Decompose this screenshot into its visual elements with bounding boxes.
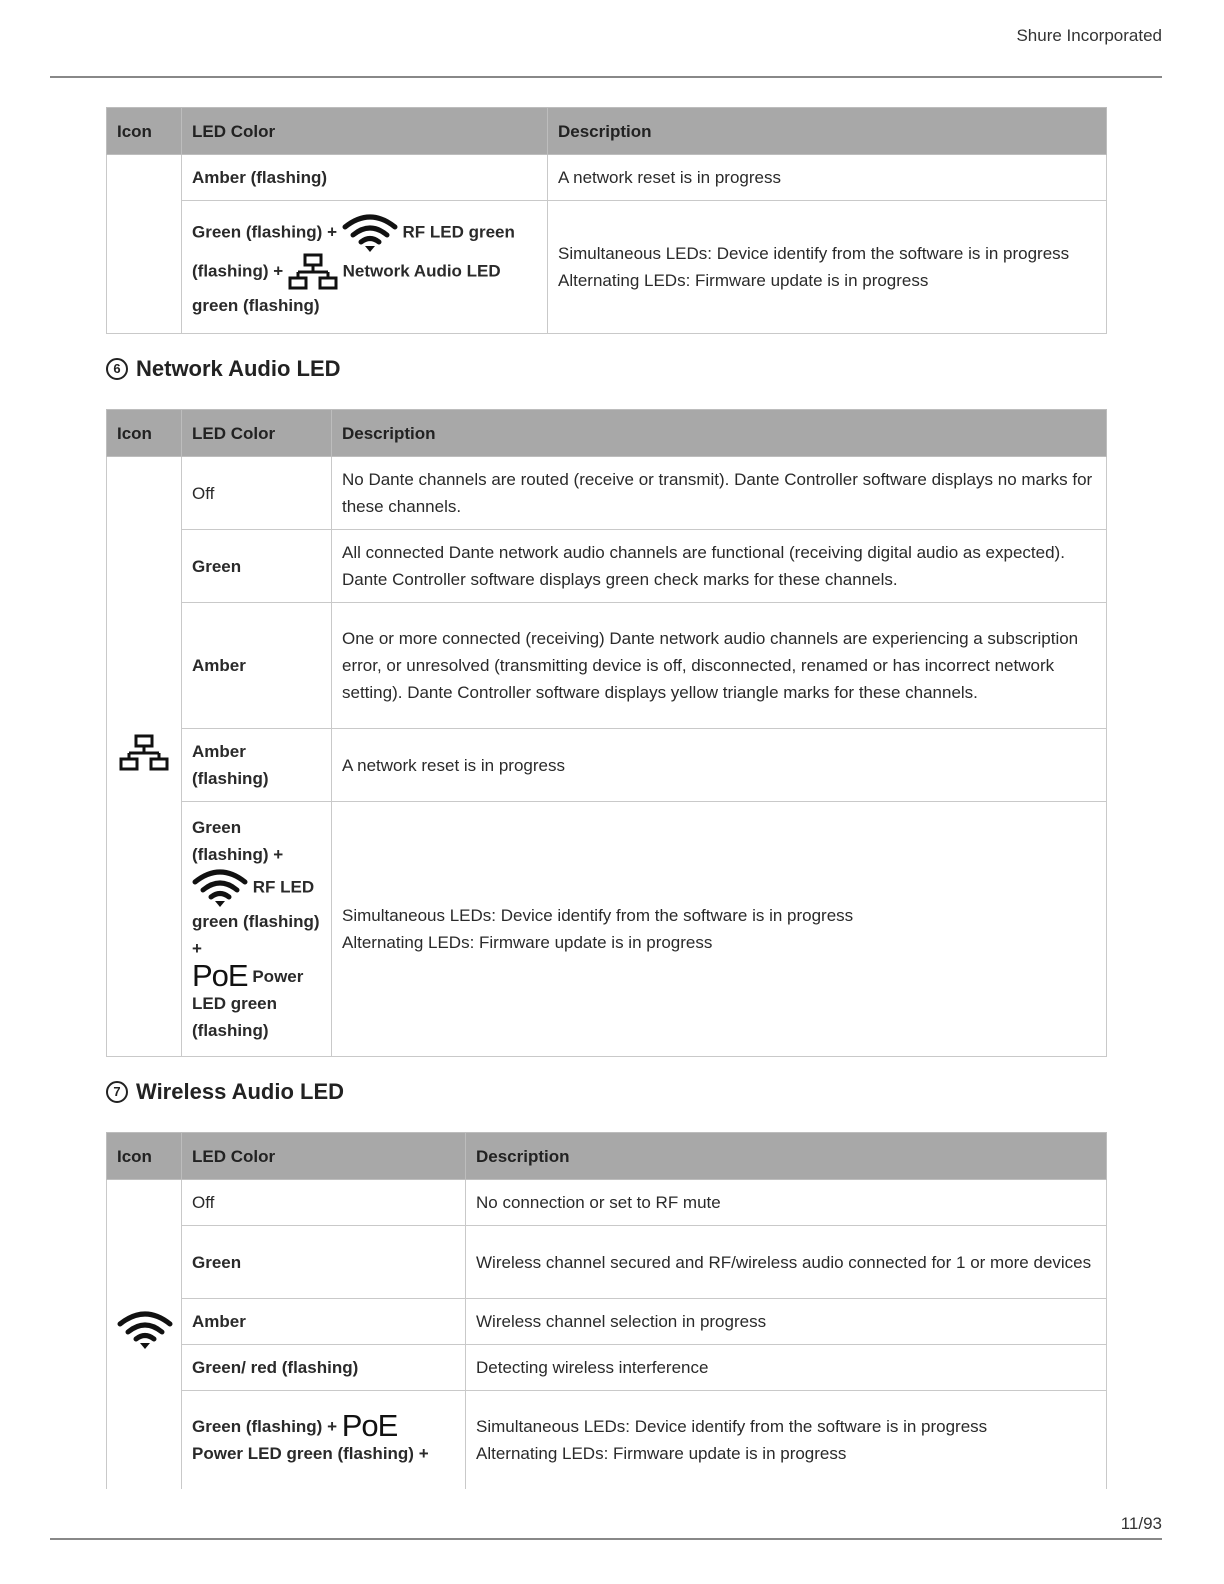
poe-icon: PoE <box>341 1408 398 1444</box>
column-header-description: Description <box>548 108 1107 155</box>
column-header-icon: Icon <box>107 410 182 457</box>
column-header-icon: Icon <box>107 1133 182 1180</box>
icon-cell <box>107 155 182 334</box>
description: One or more connected (receiving) Dante network audio channels are experiencing a subscription error, or unresolved (transmitting device is off, disconnected, renamed or has incorrect network setting). Dante Controller software displays yellow triangle marks for these channels. <box>332 603 1107 729</box>
table-row <box>107 530 1107 603</box>
section-number: 6 <box>106 358 128 380</box>
description-line: Simultaneous LEDs: Device identify from the software is in progress <box>476 1416 988 1436</box>
wireless-audio-led-table <box>106 1132 1107 1489</box>
description-line: Alternating LEDs: Firmware update is in progress <box>558 271 929 290</box>
led-color: Amber (flashing) <box>182 729 332 802</box>
description: Wireless channel secured and RF/wireless audio connected for 1 or more devices <box>466 1226 1107 1299</box>
section-number: 7 <box>106 1081 128 1103</box>
column-header-led-color: LED Color <box>182 410 332 457</box>
header-divider <box>50 76 1162 78</box>
led-color: Green/ red (flashing) <box>182 1345 466 1391</box>
led-color-part: Power LED green (flashing) + <box>192 1444 429 1464</box>
network-icon <box>288 253 338 291</box>
icon-cell <box>107 1180 182 1489</box>
table-row <box>107 802 1107 1057</box>
wifi-icon <box>192 868 248 908</box>
description-line: Alternating LEDs: Firmware update is in progress <box>342 933 713 952</box>
column-header-icon: Icon <box>107 108 182 155</box>
table-row <box>107 729 1107 802</box>
description: A network reset is in progress <box>548 155 1107 201</box>
table-header-row <box>107 108 1107 155</box>
led-color: Amber (flashing) <box>182 155 548 201</box>
description: All connected Dante network audio channels are functional (receiving digital audio as expected). Dante Controller software displays green check marks for these channels. <box>332 530 1107 603</box>
led-color-part: Green (flashing) + <box>192 222 337 242</box>
wifi-icon <box>342 213 398 253</box>
table-header-row <box>107 410 1107 457</box>
led-color: Green <box>182 530 332 603</box>
wifi-icon <box>117 1310 173 1350</box>
description-line: Alternating LEDs: Firmware update is in progress <box>476 1443 847 1463</box>
table-row <box>107 1180 1107 1226</box>
description-line: Simultaneous LEDs: Device identify from the software is in progress <box>558 244 1070 263</box>
description: Detecting wireless interference <box>466 1345 1107 1391</box>
column-header-led-color: LED Color <box>182 108 548 155</box>
table-row <box>107 201 1107 334</box>
led-color: Off <box>182 1180 466 1226</box>
led-color-part: RF LED green (flashing) + <box>192 877 320 958</box>
section-title: Wireless Audio LED <box>136 1079 345 1104</box>
header-company: Shure Incorporated <box>1016 26 1162 45</box>
led-color-part: Power LED green (flashing) <box>192 967 304 1040</box>
column-header-led-color: LED Color <box>182 1133 466 1180</box>
column-header-description: Description <box>332 410 1107 457</box>
description: No Dante channels are routed (receive or transmit). Dante Controller software displays no marks for these channels. <box>332 457 1107 530</box>
network-audio-led-table <box>106 409 1107 1057</box>
table-row <box>107 1345 1107 1391</box>
led-color: Amber <box>182 603 332 729</box>
poe-icon: PoE <box>192 958 248 993</box>
description: Wireless channel selection in progress <box>466 1299 1107 1345</box>
led-color-part: Network Audio LED green (flashing) <box>192 261 501 315</box>
table-row <box>107 457 1107 530</box>
table-row <box>107 1226 1107 1299</box>
footer-divider <box>50 1538 1162 1540</box>
column-header-description: Description <box>466 1133 1107 1180</box>
led-color <box>182 1391 466 1489</box>
description <box>548 201 1107 334</box>
led-color: Green <box>182 1226 466 1299</box>
table-header-row <box>107 1133 1107 1180</box>
led-color-part: Green (flashing) + <box>192 1417 337 1437</box>
page-number: 11/93 <box>1120 1514 1162 1533</box>
table-row <box>107 1391 1107 1489</box>
led-color-part: RF LED green (flashing) + <box>192 222 515 281</box>
table-row <box>107 155 1107 201</box>
table-row <box>107 1299 1107 1345</box>
description-line: Simultaneous LEDs: Device identify from the software is in progress <box>342 906 854 925</box>
description: No connection or set to RF mute <box>466 1180 1107 1226</box>
icon-cell <box>107 457 182 1057</box>
section-heading-network-audio-led <box>106 356 341 382</box>
description <box>332 802 1107 1057</box>
table-row <box>107 603 1107 729</box>
network-icon <box>119 734 169 772</box>
description: A network reset is in progress <box>332 729 1107 802</box>
section-title: Network Audio LED <box>136 356 341 381</box>
section-heading-wireless-audio-led <box>106 1079 344 1105</box>
continued-led-table <box>106 107 1107 334</box>
led-color-part: Green (flashing) + <box>192 818 284 864</box>
description <box>466 1391 1107 1489</box>
led-color <box>182 802 332 1057</box>
led-color <box>182 201 548 334</box>
led-color: Off <box>182 457 332 530</box>
led-color: Amber <box>182 1299 466 1345</box>
